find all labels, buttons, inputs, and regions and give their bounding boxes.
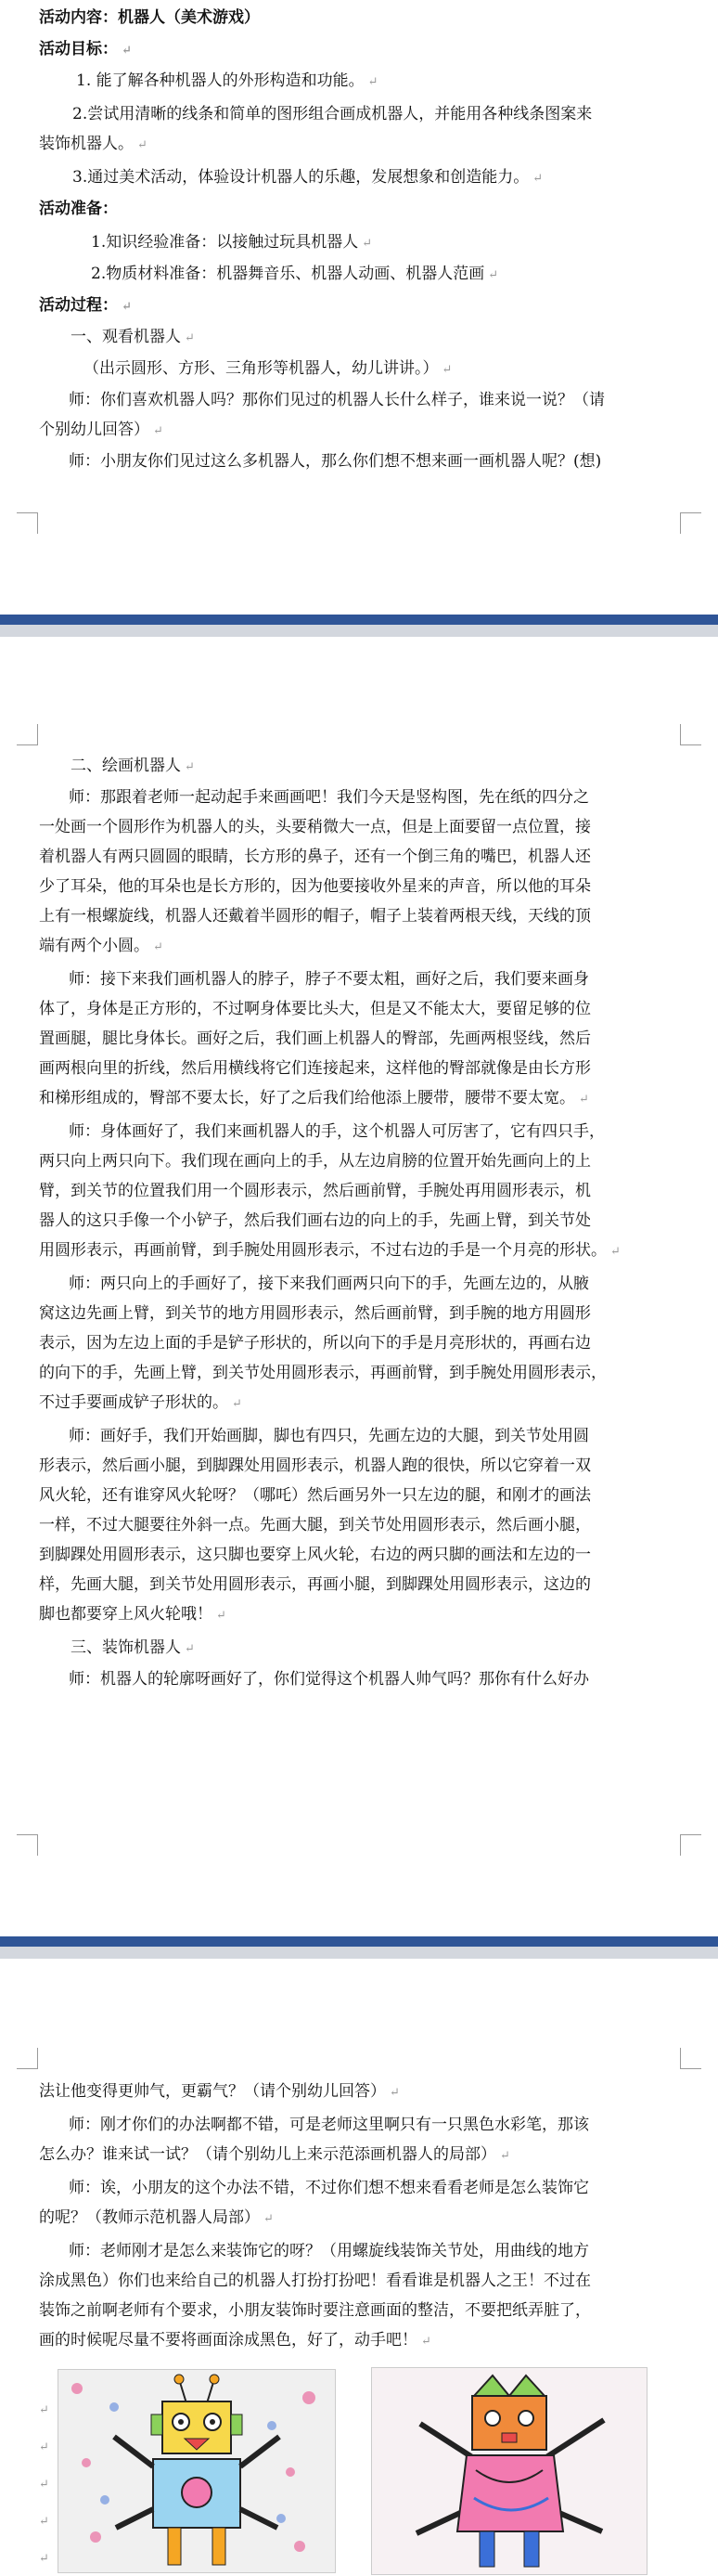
section-1-note: （出示圆形、方形、三角形等机器人，幼儿讲讲。） ↵ (83, 359, 453, 378)
empty-paragraph: ↵ (39, 2440, 49, 2454)
robot-drawing-image-1 (58, 2369, 336, 2573)
s2-p2-line: 画两根向里的折线，然后用横线将它们连接起来，这样他的臀部就像是由长方形 (39, 1059, 591, 1078)
page-corner-mark (17, 1834, 38, 1856)
s2-p2-line: 体了，身体是正方形的，不过啊身体要比头大，但是又不能太大，要留足够的位 (39, 1000, 591, 1018)
s2-p3-line: 师：身体画好了，我们来画机器人的手，这个机器人可厉害了，它有四只手， (69, 1122, 605, 1141)
empty-paragraph: ↵ (39, 2552, 49, 2566)
s3-p2-line: 师：刚才你们的办法啊都不错，可是老师这里啊只有一只黑色水彩笔，那该 (69, 2116, 589, 2134)
page-corner-mark (17, 2048, 38, 2069)
s3-p4-line: 装饰之前啊老师有个要求，小朋友装饰时要注意画面的整洁，不要把纸弄脏了， (39, 2301, 591, 2320)
page-corner-mark (17, 724, 38, 745)
robot-drawing-illustration (58, 2370, 335, 2572)
goal-2-line-2: 装饰机器人。 ↵ (39, 135, 147, 153)
prep-title: 活动准备： (39, 200, 118, 218)
s2-p1-line: 少了耳朵，他的耳朵也是长方形的，因为他要接收外星来的声音，所以他的耳朵 (39, 877, 591, 896)
page-separator (0, 1936, 718, 1959)
page-corner-mark (680, 2048, 701, 2069)
s3-p4-line: 画的时候呢尽量不要将画面涂成黑色，好了，动手吧！ ↵ (39, 2331, 431, 2349)
goal-3: 3.通过美术活动，体验设计机器人的乐趣，发展想象和创造能力。 ↵ (72, 168, 544, 187)
section-1-question-2: 师：小朋友你们见过这么多机器人，那么你们想不想来画一画机器人呢？(想) (69, 452, 602, 471)
s2-p5-line: 样，先画大腿，到关节处用圆形表示，再画小腿，到脚踝处用圆形表示，这边的 (39, 1575, 591, 1594)
s2-p5-line: 风火轮，还有谁穿风火轮呀？（哪吒）然后画另外一只左边的腿，和刚才的画法 (39, 1486, 591, 1505)
s2-p4-line: 窝这边先画上臂，到关节的地方用圆形表示，然后画前臂，到手腕的地方用圆形 (39, 1304, 591, 1323)
page-separator (0, 615, 718, 637)
section-1-question-1-line-2: 个别幼儿回答） ↵ (39, 421, 163, 439)
prep-1: 1.知识经验准备：以接触过玩具机器人 ↵ (91, 233, 373, 252)
goal-2-line-1: 2.尝试用清晰的线条和简单的图形组合画成机器人，并能用各种线条图案来 (72, 105, 593, 123)
section-3-question-1-line-2: 法让他变得更帅气，更霸气？（请个别幼儿回答） ↵ (39, 2082, 400, 2101)
s2-p4-line: 师：两只向上的手画好了，接下来我们画两只向下的手，先画左边的，从腋 (69, 1275, 589, 1293)
s2-p3-line: 器人的这只手像一个小铲子，然后我们画右边的向上的手，先画上臂，到关节处 (39, 1211, 591, 1230)
document-page-2 (0, 637, 718, 1936)
goals-title: 活动目标： ↵ (39, 40, 132, 58)
s2-p2-line: 师：接下来我们画机器人的脖子，脖子不要太粗，画好之后，我们要来画身 (69, 970, 589, 989)
s2-p1-line: 上有一根螺旋线，机器人还戴着半圆形的帽子，帽子上装着两根天线，天线的顶 (39, 907, 591, 926)
s2-p5-line: 到脚踝处用圆形表示，这只脚也要穿上风火轮，右边的两只脚的画法和左边的一 (39, 1546, 591, 1564)
s2-p1-line: 着机器人有两只圆圆的眼睛，长方形的鼻子，还有一个倒三角的嘴巴，机器人还 (39, 848, 591, 866)
document-page-1 (0, 0, 718, 615)
s2-p5-line: 师：画好手，我们开始画脚，脚也有四只，先画左边的大腿，到关节处用圆 (69, 1427, 589, 1445)
empty-paragraph: ↵ (39, 2403, 49, 2417)
goal-1: 1. 能了解各种机器人的外形构造和功能。 ↵ (76, 71, 378, 90)
activity-content: 活动内容：机器人（美术游戏） (39, 8, 260, 27)
empty-paragraph: ↵ (39, 2515, 49, 2529)
s2-p5-line: 形表示，然后画小腿，到脚踝处用圆形表示，机器人跑的很快，所以它穿着一双 (39, 1456, 591, 1475)
page-corner-mark (680, 724, 701, 745)
section-3-question-1-line-1: 师：机器人的轮廓呀画好了，你们觉得这个机器人帅气吗？那你有什么好办 (69, 1670, 589, 1689)
s2-p3-line: 用圆形表示，再画前臂，到手腕处用圆形表示，不过右边的手是一个月亮的形状。 ↵ (39, 1241, 621, 1260)
s2-p3-line: 臂，到关节的位置我们用一个圆形表示，然后画前臂，手腕处再用圆形表示，机 (39, 1182, 591, 1200)
s2-p2-line: 置画腿，腿比身体长。画好之后，我们画上机器人的臀部，先画两根竖线，然后 (39, 1029, 591, 1048)
s2-p2-line: 和梯形组成的，臀部不要太长，好了之后我们给他添上腰带，腰带不要太宽。 ↵ (39, 1089, 589, 1107)
s2-p5-line: 脚也都要穿上风火轮哦！ ↵ (39, 1605, 226, 1624)
section-2-title: 二、绘画机器人 ↵ (71, 757, 195, 775)
s2-p4-line: 不过手要画成铲子形状的。 ↵ (39, 1393, 242, 1412)
s2-p3-line: 两只向上两只向下。我们现在画向上的手，从左边肩膀的位置开始先画向上的上 (39, 1152, 591, 1171)
s3-p4-line: 师：老师刚才是怎么来装饰它的呀？（用螺旋线装饰关节处，用曲线的地方 (69, 2242, 589, 2260)
s3-p2-line: 怎么办？谁来试一试？（请个别幼儿上来示范添画机器人的局部） ↵ (39, 2145, 510, 2164)
page-corner-mark (680, 512, 701, 534)
s3-p4-line: 涂成黑色）你们也来给自己的机器人打扮打扮吧！看看谁是机器人之王！不过在 (39, 2272, 591, 2290)
s2-p5-line: 一样，不过大腿要往外斜一点。先画大腿，到关节处用圆形表示，然后画小腿， (39, 1516, 591, 1534)
empty-paragraph: ↵ (39, 2478, 49, 2492)
section-3-title: 三、装饰机器人 ↵ (71, 1638, 195, 1657)
page-corner-mark (17, 512, 38, 534)
section-1-question-1-line-1: 师：你们喜欢机器人吗？那你们见过的机器人长什么样子，谁来说一说？（请 (69, 391, 605, 409)
s2-p4-line: 表示，因为左边上面的手是铲子形状的，所以向下的手是月亮形状的，再画右边 (39, 1334, 591, 1353)
prep-2: 2.物质材料准备：机器舞音乐、机器人动画、机器人范画 ↵ (91, 265, 499, 283)
s2-p1-line: 端有两个小圆。 ↵ (39, 937, 163, 955)
s3-p3-line: 的呢？（教师示范机器人局部） ↵ (39, 2208, 274, 2227)
process-title: 活动过程： ↵ (39, 296, 132, 315)
section-1-title: 一、观看机器人 ↵ (71, 328, 195, 346)
robot-drawing-image-2 (371, 2367, 647, 2575)
s2-p1-line: 师：那跟着老师一起动起手来画画吧！我们今天是竖构图，先在纸的四分之 (69, 788, 589, 807)
s3-p3-line: 师：诶，小朋友的这个办法不错，不过你们想不想来看看老师是怎么装饰它 (69, 2179, 589, 2197)
robot-drawing-illustration (372, 2368, 647, 2574)
s2-p1-line: 一处画一个圆形作为机器人的头，头要稍微大一点，但是上面要留一点位置，接 (39, 818, 591, 836)
s2-p4-line: 的向下的手，先画上臂，到关节处用圆形表示，再画前臂，到手腕处用圆形表示， (39, 1364, 607, 1382)
page-corner-mark (680, 1834, 701, 1856)
